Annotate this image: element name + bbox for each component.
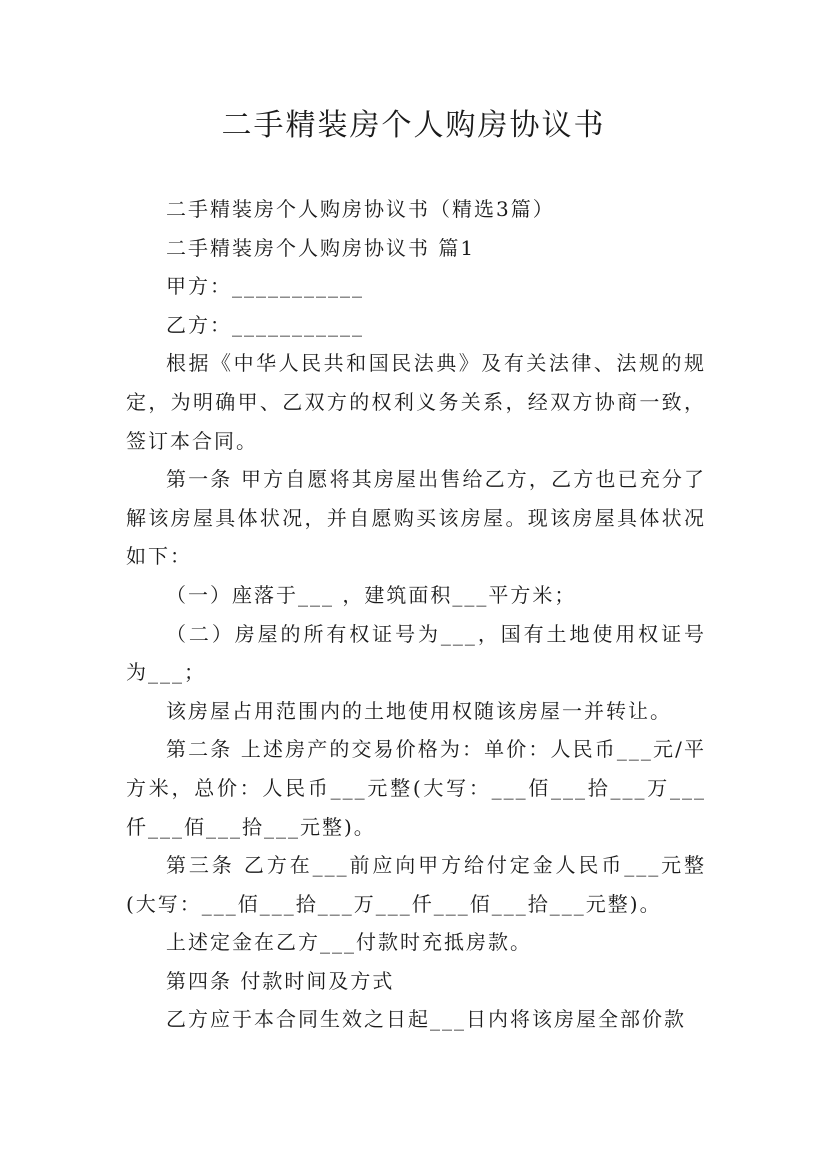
document-title: 二手精装房个人购房协议书 bbox=[221, 108, 606, 143]
paragraph-article-2: 第二条 上述房产的交易价格为：单价：人民币___元/平方米，总价：人民币___元整(大写：___佰___拾___万___仟___佰___拾___元整)。 bbox=[126, 737, 706, 839]
paragraph-preamble: 根据《中华人民共和国民法典》及有关法律、法规的规定，为明确甲、乙双方的权利义务关系，经双方协商一致，签订本合同。 bbox=[126, 351, 706, 453]
paragraph-article-3: 第三条 乙方在___前应向甲方给付定金人民币___元整(大写：___佰___拾___万___仟___佰___拾___元整)。 bbox=[126, 853, 706, 916]
paragraph-subtitle: 二手精装房个人购房协议书（精选3篇） bbox=[166, 197, 555, 221]
paragraph-section-heading: 二手精装房个人购房协议书 篇1 bbox=[166, 235, 476, 260]
paragraph-deposit: 上述定金在乙方___付款时充抵房款。 bbox=[166, 930, 532, 955]
paragraph-article-4: 第四条 付款时间及方式 bbox=[166, 968, 395, 993]
paragraph-article-1: 第一条 甲方自愿将其房屋出售给乙方，乙方也已充分了解该房屋具体状况，并自愿购买该房屋。现该房屋具体状况如下： bbox=[126, 467, 706, 569]
paragraph-payment: 乙方应于本合同生效之日起___日内将该房屋全部价款 bbox=[166, 1007, 686, 1032]
paragraph-item-1: （一）座落于___ ，建筑面积___平方米； bbox=[166, 582, 577, 607]
paragraph-party-a: 甲方：___________ bbox=[166, 274, 364, 299]
paragraph-item-2: （二）房屋的所有权证号为___，国有土地使用权证号为___； bbox=[126, 621, 706, 685]
paragraph-land-use: 该房屋占用范围内的土地使用权随该房屋一并转让。 bbox=[166, 698, 672, 723]
paragraph-party-b: 乙方：___________ bbox=[166, 312, 364, 337]
document-body bbox=[126, 190, 706, 1039]
